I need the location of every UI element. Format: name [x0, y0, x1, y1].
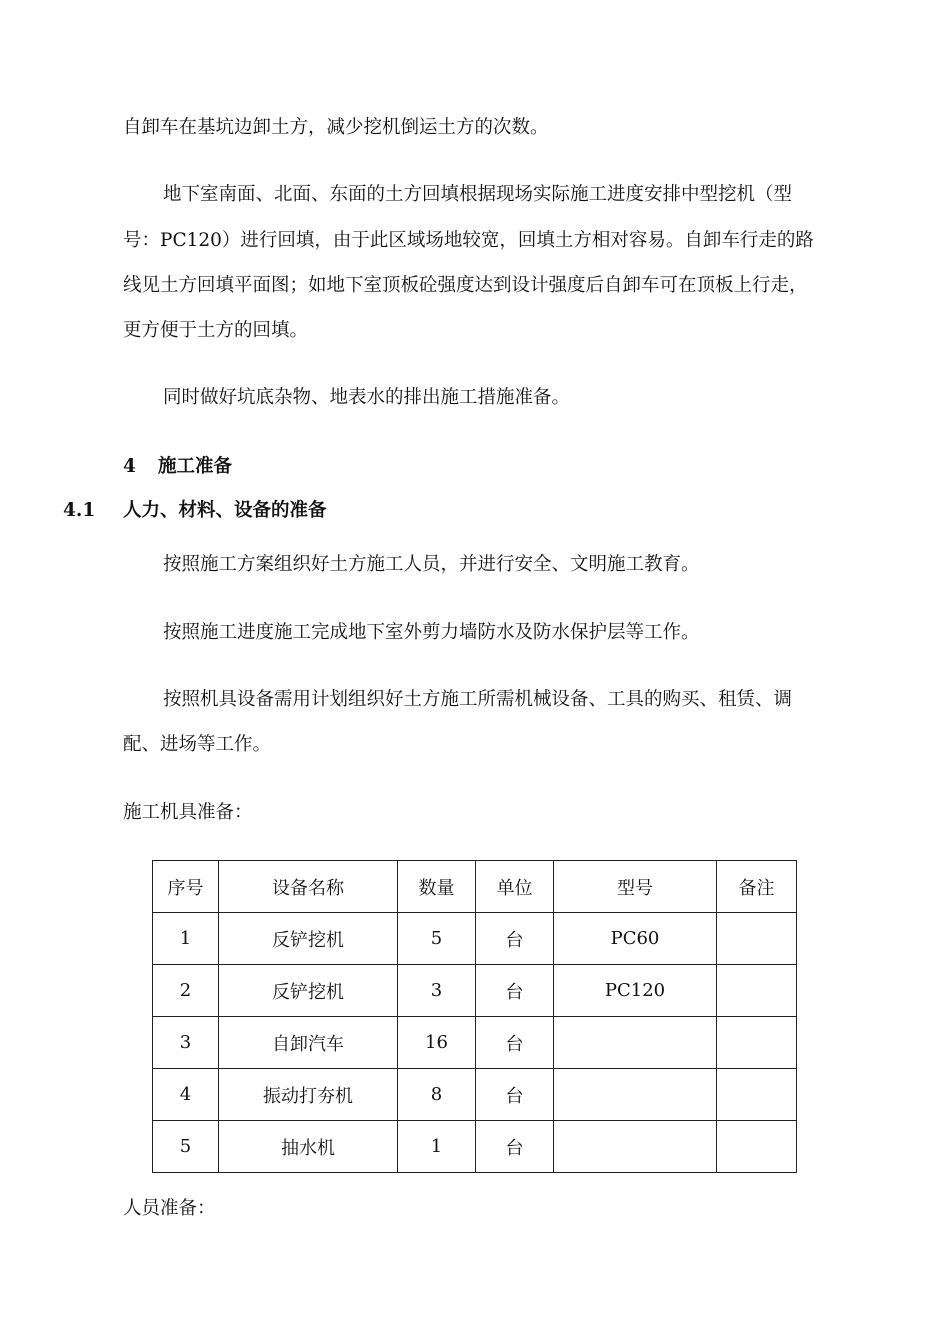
header-quantity: 数量 [398, 861, 476, 913]
equipment-table [152, 860, 797, 1173]
paragraph-prep-personnel: 按照施工方案组织好土方施工人员，并进行安全、文明施工教育。 [163, 554, 700, 575]
paragraph-prep-waterproofing: 按照施工进度施工完成地下室外剪力墙防水及防水保护层等工作。 [163, 622, 700, 643]
paragraph-prep-equipment-line1: 按照机具设备需用计划组织好土方施工所需机械设备、工具的购买、租赁、调 [163, 689, 793, 710]
cell-quantity: 16 [398, 1017, 476, 1069]
paragraph-dump-trucks: 自卸车在基坑边卸土方，减少挖机倒运土方的次数。 [123, 117, 549, 138]
table-header-row [153, 861, 797, 913]
cell-unit: 台 [476, 1069, 554, 1121]
table-row [153, 1121, 797, 1173]
cell-index: 1 [153, 913, 219, 965]
paragraph-backfill-line4: 更方便于土方的回填。 [123, 320, 309, 341]
table-row [153, 965, 797, 1017]
cell-quantity: 8 [398, 1069, 476, 1121]
machine-heading: 施工机具准备： [123, 802, 253, 823]
paragraph-backfill-line3: 线见土方回填平面图；如地下室顶板砼强度达到设计强度后自卸车可在顶板上行走， [123, 275, 808, 296]
header-equipment-name: 设备名称 [219, 861, 398, 913]
cell-equipment-name: 抽水机 [219, 1121, 398, 1173]
paragraph-drainage: 同时做好坑底杂物、地表水的排出施工措施准备。 [163, 387, 571, 408]
cell-equipment-name: 反铲挖机 [219, 965, 398, 1017]
paragraph-prep-equipment-line2: 配、进场等工作。 [123, 734, 272, 755]
section-4-1-number: 4.1 [63, 500, 96, 521]
section-4-title: 施工准备 [158, 456, 233, 477]
cell-quantity: 3 [398, 965, 476, 1017]
table-row [153, 1017, 797, 1069]
cell-index: 3 [153, 1017, 219, 1069]
header-remarks: 备注 [717, 861, 797, 913]
cell-model [554, 1017, 717, 1069]
paragraph-backfill-line2: 号：PC120）进行回填，由于此区域场地较宽，回填土方相对容易。自卸车行走的路 [123, 230, 814, 251]
cell-model: PC60 [554, 913, 717, 965]
cell-model [554, 1069, 717, 1121]
cell-remarks [717, 965, 797, 1017]
header-index: 序号 [153, 861, 219, 913]
cell-equipment-name: 振动打夯机 [219, 1069, 398, 1121]
cell-unit: 台 [476, 965, 554, 1017]
personnel-heading: 人员准备： [123, 1198, 216, 1219]
table-row [153, 913, 797, 965]
cell-index: 5 [153, 1121, 219, 1173]
cell-remarks [717, 913, 797, 965]
cell-remarks [717, 1017, 797, 1069]
cell-equipment-name: 自卸汽车 [219, 1017, 398, 1069]
cell-model: PC120 [554, 965, 717, 1017]
cell-model [554, 1121, 717, 1173]
section-4-1-title: 人力、材料、设备的准备 [123, 500, 327, 521]
table-row [153, 1069, 797, 1121]
cell-index: 4 [153, 1069, 219, 1121]
cell-unit: 台 [476, 1017, 554, 1069]
cell-equipment-name: 反铲挖机 [219, 913, 398, 965]
cell-index: 2 [153, 965, 219, 1017]
cell-quantity: 1 [398, 1121, 476, 1173]
section-4-number: 4 [123, 456, 136, 477]
cell-remarks [717, 1069, 797, 1121]
cell-unit: 台 [476, 913, 554, 965]
cell-remarks [717, 1121, 797, 1173]
paragraph-backfill-line1: 地下室南面、北面、东面的土方回填根据现场实际施工进度安排中型挖机（型 [163, 184, 793, 205]
header-unit: 单位 [476, 861, 554, 913]
cell-quantity: 5 [398, 913, 476, 965]
cell-unit: 台 [476, 1121, 554, 1173]
header-model: 型号 [554, 861, 717, 913]
